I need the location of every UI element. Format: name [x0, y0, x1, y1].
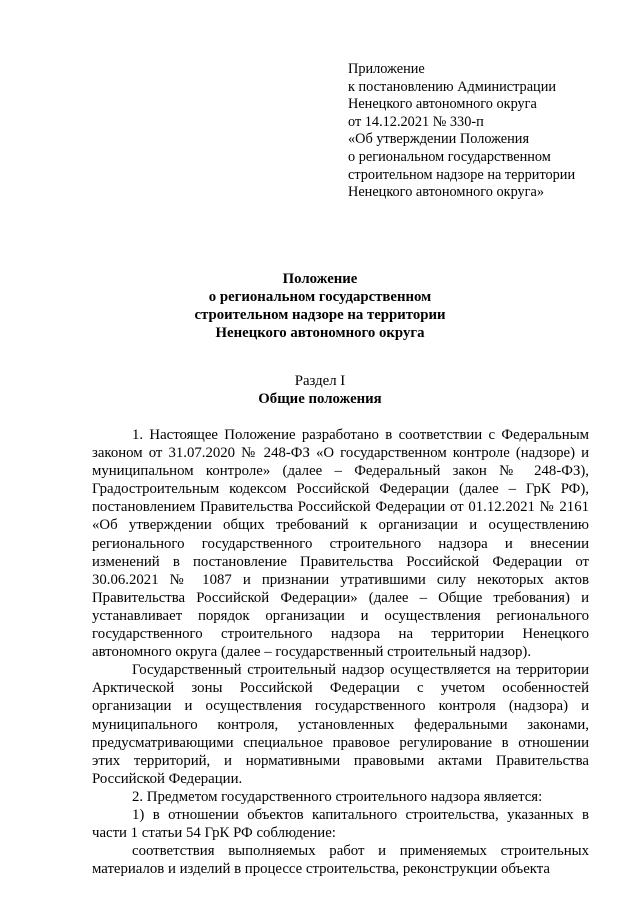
title-line: Положение: [282, 271, 358, 287]
title-line: Ненецкого автономного округа: [215, 325, 425, 341]
section-heading: Общие положения: [258, 391, 382, 407]
section-header: [90, 372, 550, 408]
paragraph: соответствия выполняемых работ и применяемых строительных материалов и изделий в процессе строительства, реконструкции объекта: [92, 843, 589, 878]
appendix-block: [348, 61, 618, 202]
appendix-line: Ненецкого автономного округа: [348, 96, 537, 113]
appendix-line: от 14.12.2021 № 330-п: [348, 113, 484, 130]
appendix-line: к постановлению Администрации: [348, 78, 557, 95]
appendix-line: «Об утверждении Положения: [348, 131, 530, 148]
appendix-line: строительном надзоре на территории: [348, 166, 576, 183]
appendix-line: Приложение: [348, 61, 425, 77]
paragraph: 1) в отношении объектов капитального строительства, указанных в части 1 статьи 54 ГрК РФ соблюдение:: [92, 806, 589, 842]
appendix-line: о региональном государственном: [348, 148, 551, 165]
appendix-line: Ненецкого автономного округа»: [348, 184, 545, 201]
title-line: о региональном государственном: [208, 289, 432, 305]
section-number: Раздел I: [294, 373, 346, 389]
document-body: [92, 426, 589, 878]
paragraph: 1. Настоящее Положение разработано в соответствии с Федеральным законом от 31.07.2020 № 248-ФЗ «О государственном контроле (надзоре) и муниципальном контроле» (далее – Федеральный закон № 248-ФЗ), Градостроительным кодексом Российской Федерации (далее – ГрК РФ), постановлением Правительства Российской Федерации от 01.12.2021 № 2161 «Об утверждении общих требований к организации и осуществлению регионального государственного строительного надзора и внесении изменений в постановление Правительства Российской Федерации от 30.06.2021 № 1087 и признании утратившими силу некоторых актов Правительства Российской Федерации» (далее – Общие требования) и устанавливает порядок организации и осуществления регионального государственного строительного надзора на территории Ненецкого автономного округа (далее – государственный строительный надзор).: [92, 427, 589, 661]
title-line: строительном надзоре на территории: [194, 307, 446, 323]
paragraph: Государственный строительный надзор осуществляется на территории Арктической зоны Российской Федерации с учетом особенностей организации и осуществления государственного контроля (надзора) и муниципального контроля, установленных федеральными законами, предусматривающими специальное правовое регулирование в отношении этих территорий, и нормативными правовыми актами Правительства Российской Федерации.: [92, 662, 589, 787]
document-title: [90, 270, 550, 342]
paragraph: 2. Предметом государственного строительного надзора является:: [132, 788, 543, 805]
